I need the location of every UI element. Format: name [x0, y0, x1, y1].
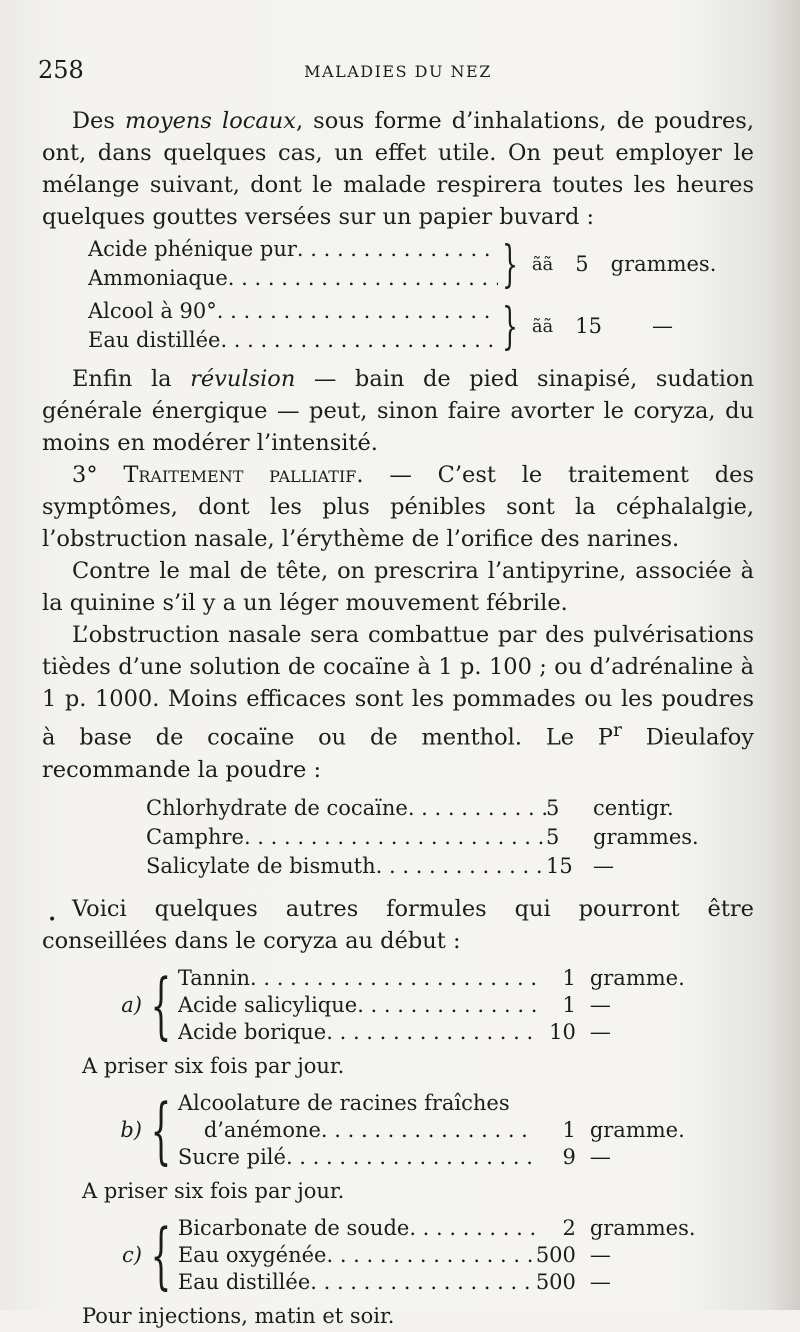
page-number: 258: [38, 56, 84, 84]
paragraph-obstruction: [42, 619, 754, 786]
item-quantity: 1: [562, 992, 576, 1017]
item-unit: —: [652, 313, 674, 338]
right-brace: }: [501, 235, 518, 293]
text-run: Dieulafoy recommande la poudre :: [42, 724, 754, 783]
item-quantity: 5: [546, 795, 560, 820]
item-name: Eau distillée: [177, 1269, 311, 1294]
item-unit: gramme.: [589, 965, 685, 990]
formula-row: [178, 1242, 738, 1269]
recipe-a: [42, 965, 754, 1046]
item-quantity: 500: [535, 1242, 576, 1267]
item-name: Ammoniaque: [88, 266, 228, 290]
section-number: 3°: [72, 462, 124, 488]
text-run: Des: [72, 108, 125, 134]
item-quantity: 15: [575, 313, 603, 338]
item-name: Alcool à 90°: [88, 299, 217, 323]
item-name: Alcoolature de racines fraîches: [177, 1090, 510, 1115]
text-run: , sous forme d’inhalations, de poudres, ont, dans quelques cas, un effet utile. On peut employer le mélange suivant, dont le malade respirera toutes les heures quelques gouttes versées sur un papier buvard :: [42, 108, 754, 230]
formula-row: [178, 992, 738, 1019]
formula-row: [146, 823, 706, 852]
formula-powder: [146, 794, 706, 881]
recipe-letter: b): [120, 1117, 142, 1142]
text-run: L’obstruction nasale sera combattue par des pulvérisations tièdes d’une solution de cocaïne à 1 p. 100 ; ou d’adrénaline à 1 p. 1000. Moins efficaces sont les pommades ou les poudres à base de cocaïne ou de menthol. Le P: [42, 622, 754, 751]
item-unit: centigr.: [593, 795, 674, 820]
left-brace: {: [150, 1213, 172, 1297]
item-name: Chlorhydrate de cocaïne: [146, 795, 408, 820]
item-unit: —: [589, 1144, 611, 1169]
paragraph-other-formulas: Voici quelques autres formules qui pourront être conseillées dans le coryza au début :: [42, 895, 754, 954]
text-run: Enfin la: [72, 366, 191, 392]
ana-abbrev: ãã: [531, 253, 554, 275]
formula-row: [146, 852, 706, 881]
item-quantity: 5: [546, 824, 560, 849]
section-heading: Traitement palliatif.: [123, 462, 364, 488]
item-name: Camphre: [146, 824, 244, 849]
item-name: Acide phénique pur: [88, 237, 297, 261]
formula-row: [178, 1117, 738, 1144]
paragraph-headache: Contre le mal de tête, on prescrira l’antipyrine, associée à la quinine s’il y a un léger mouvement fébrile.: [42, 558, 754, 616]
recipe-letter: a): [121, 992, 142, 1017]
italic-term: moyens locaux: [124, 108, 296, 134]
formula-row: [178, 1269, 738, 1296]
formula-group: [88, 235, 717, 293]
formula-row: [178, 1019, 738, 1046]
formula-row: [178, 1144, 738, 1171]
item-name: Eau oxygénée: [177, 1242, 327, 1267]
item-name: Eau distillée: [88, 328, 221, 352]
left-brace: {: [150, 1088, 172, 1172]
formula-group: [88, 297, 708, 355]
formula-item: [88, 297, 498, 326]
formula-row: [178, 1090, 738, 1117]
margin-bullet: •: [48, 912, 57, 928]
ana-abbrev: ãã: [531, 315, 554, 337]
item-name: Sucre pilé: [177, 1144, 286, 1169]
item-unit: —: [589, 1269, 611, 1294]
item-name: Tannin: [177, 965, 250, 990]
recipe-note: Pour injections, matin et soir.: [82, 1303, 395, 1328]
paragraph-palliative: [42, 459, 754, 555]
item-quantity: 10: [549, 1019, 576, 1044]
running-head: MALADIES DU NEZ: [304, 62, 492, 81]
item-name: Salicylate de bismuth: [146, 853, 376, 878]
item-unit: gramme.: [589, 1117, 685, 1142]
recipe-letter: c): [122, 1242, 142, 1267]
item-unit: grammes.: [610, 251, 717, 276]
recipe-note: A priser six fois par jour.: [82, 1053, 345, 1078]
formula-inhalation: [88, 235, 717, 355]
item-quantity: 9: [562, 1144, 576, 1169]
item-quantity: 2: [562, 1215, 576, 1240]
formula-item: [88, 326, 498, 355]
item-name: Acide borique: [177, 1019, 327, 1044]
item-name: Bicarbonate de soude: [177, 1215, 410, 1240]
item-unit: —: [589, 1019, 611, 1044]
item-quantity: 5: [575, 251, 589, 276]
item-unit: —: [589, 1242, 611, 1267]
text-run: — bain de pied sinapisé, sudation générale énergique — peut, sinon faire avorter le coryza, du moins en modérer l’intensité.: [42, 366, 754, 456]
recipe-note: A priser six fois par jour.: [82, 1178, 345, 1203]
superscript: r: [613, 720, 622, 741]
italic-term: révulsion: [190, 366, 296, 392]
formula-item: [88, 264, 498, 293]
body-text: [42, 105, 754, 1332]
right-brace: }: [501, 297, 518, 355]
item-name: d’anémone: [203, 1117, 321, 1142]
item-unit: grammes.: [593, 824, 699, 849]
item-name: Acide salicylique: [177, 992, 358, 1017]
item-unit: —: [593, 853, 614, 878]
item-quantity: 500: [535, 1269, 576, 1294]
formula-row: [178, 965, 738, 992]
formula-item: [88, 235, 498, 264]
left-brace: {: [150, 963, 172, 1047]
paragraph-revulsion: [42, 363, 754, 459]
formula-row: [178, 1215, 738, 1242]
recipe-b: [42, 1090, 754, 1171]
item-unit: grammes.: [589, 1215, 696, 1240]
recipe-c: [42, 1215, 754, 1296]
paragraph-local-means: [42, 105, 754, 233]
page-header: [38, 56, 758, 92]
item-unit: —: [589, 992, 611, 1017]
item-quantity: 1: [562, 965, 576, 990]
text-run: — C’est le traitement des symptômes, dont les plus pénibles sont la céphalalgie, l’obstruction nasale, l’érythème de l’orifice des narines.: [42, 462, 755, 552]
item-quantity: 15: [546, 853, 573, 878]
item-quantity: 1: [562, 1117, 576, 1142]
formula-row: [146, 794, 706, 823]
